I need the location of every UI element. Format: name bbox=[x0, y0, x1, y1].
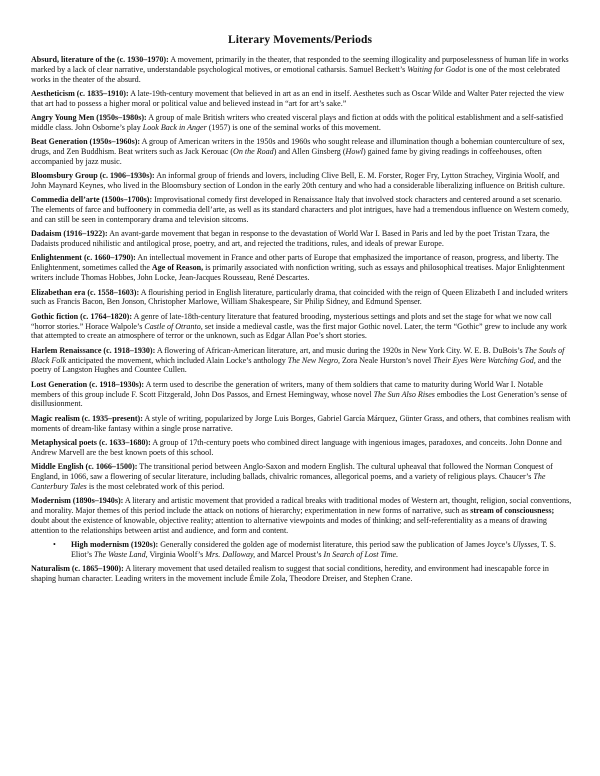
movement-entry bbox=[31, 288, 573, 308]
definition-text: A genre of late-18th-century literature that featured brooding, mysterious settings and plots and set the stage for what we now call “horror stories.” Horace Walpole’s bbox=[31, 311, 552, 331]
movement-entry bbox=[31, 113, 573, 133]
key-term: Age of Reason, bbox=[151, 263, 204, 273]
movement-entry bbox=[31, 195, 573, 225]
definition-text: A flourishing period in English literature, particularly drama, that coincided with the reign of Queen Elizabeth I and included writers such as Francis Bacon, Ben Jonson, Christopher Marlowe, William Shakespeare, Sir Philip Sidney, and Edmund Spenser. bbox=[31, 287, 568, 307]
definition-text: The transitional period between Anglo-Saxon and modern English. The cultural upheaval that followed the Norman Conquest of England, in 1066, saw a flowering of secular literature, including ballads, chivalric romances, allegorical poems, and a variety of religious plays. Chaucer’s bbox=[31, 461, 553, 481]
definition-text: A group of male British writers who created visceral plays and fiction at odds with the political establishment and a self-satisfied middle class. John Osborne’s play bbox=[31, 113, 564, 133]
work-title: The Sun Also Rises bbox=[373, 389, 435, 399]
movement-term: Dadaism (1916–1922): bbox=[31, 229, 108, 239]
definition-text: An avant-garde movement that began in response to the devastation of World War I. Based in Paris and led by the poet Tristan Tzara, the Dadaists produced nihilistic and antilogical prose, poetry, and art, and rejected the traditions, rules, and ideals of prewar Europe. bbox=[31, 229, 550, 249]
work-title: Waiting for Godot bbox=[407, 64, 466, 74]
definition-text: Zora Neale Hurston’s novel bbox=[340, 355, 434, 365]
movement-entry bbox=[31, 137, 573, 167]
movement-entry bbox=[31, 171, 573, 191]
definition-text: T. S. Eliot’s bbox=[71, 539, 556, 559]
work-title: Castle of Otranto, bbox=[144, 321, 203, 331]
definition-text: and the poetry of Langston Hughes and Countee Cullen. bbox=[31, 355, 562, 375]
movement-term: Metaphysical poets (c. 1633–1680): bbox=[31, 437, 151, 447]
work-title: Their Eyes Were Watching God, bbox=[433, 355, 536, 365]
work-title: Howl bbox=[345, 147, 363, 157]
definition-text: is the most celebrated work of this period. bbox=[86, 481, 225, 491]
definition-text: A literary and artistic movement that provided a radical breaks with traditional modes of Western art, thought, religion, social conventions, and morality. Major themes of this period include the attack on notions of hierarchy; experimentation in new forms of narrative, such as bbox=[31, 495, 572, 515]
definition-text: doubt about the existence of knowable, objective reality; attention to alternative viewpoints and modes of thinking; and self-referentiality as a means of drawing attention to the relationships between artist and audience, and form and content. bbox=[31, 515, 547, 535]
definition-text: set inside a medieval castle, was the first major Gothic novel. Later, the term “Gothic” grew to include any work that attempted to create an atmosphere of terror or the unknown, such as Edgar Allan Poe’s short stories. bbox=[31, 321, 567, 341]
movement-entry bbox=[31, 564, 573, 584]
movement-term: Bloomsbury Group (c. 1906–1930s): bbox=[31, 171, 155, 181]
movement-term: Elizabethan era (c. 1558–1603): bbox=[31, 287, 140, 297]
definition-text: Virginia Woolf’s bbox=[147, 549, 206, 559]
definition-text: A term used to describe the generation of writers, many of them soldiers that came to maturity during World War I. Notable members of this group include F. Scott Fitzgerald, John Dos Passos, and Ernest Hemingway, whose novel bbox=[31, 379, 543, 399]
movement-term: Angry Young Men (1950s–1980s): bbox=[31, 113, 147, 123]
movement-entry bbox=[31, 496, 573, 536]
movement-entry bbox=[31, 253, 573, 283]
movement-term: Lost Generation (c. 1918–1930s): bbox=[31, 379, 145, 389]
definition-text: ) gained fame by giving readings in coffeehouses, often accompanied by jazz music. bbox=[31, 147, 542, 167]
movement-entry bbox=[31, 229, 573, 249]
movement-term: Magic realism (c. 1935–present): bbox=[31, 413, 143, 423]
definition-text: A group of American writers in the 1950s and 1960s who sought release and illumination though a bohemian counterculture of sex, drugs, and Zen Buddhism. Beat writers such as Jack Kerouac ( bbox=[31, 137, 565, 157]
sub-entry bbox=[31, 540, 573, 560]
definition-text: embodies the Lost Generation’s sense of disillusionment. bbox=[31, 389, 568, 409]
work-title: The Canterbury Tales bbox=[31, 471, 546, 491]
movement-term: Harlem Renaissance (c. 1918–1930): bbox=[31, 345, 156, 355]
definition-text: An informal group of friends and lovers, including Clive Bell, E. M. Forster, Roger Fry, Lytton Strachey, Virginia Woolf, and John Maynard Keynes, who lived in the Bloomsbury section of London in the early 20th century and who had a considerable liberalizing influence on British culture. bbox=[31, 171, 565, 191]
movement-term: Commedia dell’arte (1500s–1700s): bbox=[31, 195, 153, 205]
work-title: The New Negro, bbox=[287, 355, 340, 365]
movement-entry bbox=[31, 346, 573, 376]
movement-term: Gothic fiction (c. 1764–1820): bbox=[31, 311, 133, 321]
movement-term: Aestheticism (c. 1835–1910): bbox=[31, 89, 129, 99]
movement-term: Enlightenment (c. 1660–1790): bbox=[31, 253, 136, 263]
movement-term: Absurd, literature of the (c. 1930–1970): bbox=[31, 55, 169, 64]
definition-text: An intellectual movement in France and other parts of Europe that emphasized the importance of reason, progress, and liberty. The Enlightenment, sometimes called the bbox=[31, 253, 559, 273]
definition-text: A late-19th-century movement that believed in art as an end in itself. Aesthetes such as Oscar Wilde and Walter Pater rejected the view that art had to possess a higher moral or political value and believed instead in “art for art’s sake.” bbox=[31, 89, 565, 108]
entries-list bbox=[31, 55, 573, 588]
definition-text: A flowering of African-American literature, art, and music during the 1920s in New York City. W. E. B. DuBois’s bbox=[155, 345, 525, 355]
definition-text: Generally considered the golden age of modernist literature, this period saw the publication of James Joyce’s bbox=[158, 539, 513, 549]
definition-text: A style of writing, popularized by Jorge Luis Borges, Gabriel García Márquez, Günter Grass, and others, that combines realism with moments of dream-like fantasy within a single prose narrative. bbox=[31, 413, 571, 433]
movement-term: High modernism (1920s): bbox=[71, 539, 159, 549]
definition-text: A group of 17th-century poets who combined direct language with ingenious images, paradoxes, and conceits. John Donne and Andrew Marvell are the best known poets of this school. bbox=[31, 437, 562, 457]
definition-text: ) and Allen Ginsberg ( bbox=[273, 147, 346, 157]
definition-text: anticipated the movement, which included Alain Locke’s anthology bbox=[66, 355, 288, 365]
work-title: Mrs. Dalloway, bbox=[205, 549, 256, 559]
movement-term: Naturalism (c. 1865–1900): bbox=[31, 563, 124, 573]
definition-text: Improvisational comedy first developed in Renaissance Italy that involved stock characters and centered around a set scenario. The elements of farce and buffoonery in commedia dell’arte, as well as its standard characters and plot intrigues, have had a tremendous influence on Western comedy, and can still be seen in contemporary drama and television sitcoms. bbox=[31, 195, 569, 225]
movement-term: Beat Generation (1950s–1960s): bbox=[31, 137, 141, 147]
movement-entry bbox=[31, 380, 573, 410]
work-title: The Souls of Black Folk bbox=[31, 345, 565, 365]
work-title: Look Back in Anger bbox=[142, 123, 207, 133]
definition-text: is one of the most celebrated works in the theater of the absurd. bbox=[31, 64, 560, 84]
movement-entry bbox=[31, 438, 573, 458]
page-title: Literary Movements/Periods bbox=[227, 34, 373, 46]
movement-entry bbox=[31, 312, 573, 342]
definition-text: A literary movement that used detailed realism to suggest that social conditions, heredity, and environment had inescapable force in shaping human character. Leading writers in the movement include Émile Zola, Theodore Dreiser, and Stephen Crane. bbox=[31, 563, 549, 583]
work-title: In Search of Lost Time. bbox=[323, 549, 399, 559]
work-title: On the Road bbox=[233, 147, 274, 157]
work-title: The Waste Land, bbox=[94, 549, 148, 559]
key-term: stream of consciousness; bbox=[470, 505, 555, 515]
movement-entry bbox=[31, 89, 573, 109]
bullet-icon: • bbox=[53, 539, 56, 549]
movement-term: Middle English (c. 1066–1500): bbox=[31, 461, 138, 471]
work-title: Ulysses, bbox=[512, 539, 540, 549]
movement-entry bbox=[31, 55, 573, 85]
definition-text: A movement, primarily in the theater, that responded to the seeming illogicality and purposelessness of human life in works marked by a lack of clear narrative, understandable psychological motives, or emotional catharsis. Samuel Beckett’s bbox=[31, 55, 569, 74]
movement-entry bbox=[31, 462, 573, 492]
definition-text: is primarily associated with nonfiction writing, such as essays and philosophical treatises. Major Enlightenment writers include Thomas Hobbes, John Locke, Jean-Jacques Rousseau, René Descartes. bbox=[31, 263, 565, 283]
movement-term: Modernism (1890s–1940s): bbox=[31, 495, 124, 505]
movement-entry bbox=[31, 414, 573, 434]
definition-text: (1957) is one of the seminal works of this movement. bbox=[206, 123, 381, 133]
definition-text: and Marcel Proust’s bbox=[255, 549, 324, 559]
